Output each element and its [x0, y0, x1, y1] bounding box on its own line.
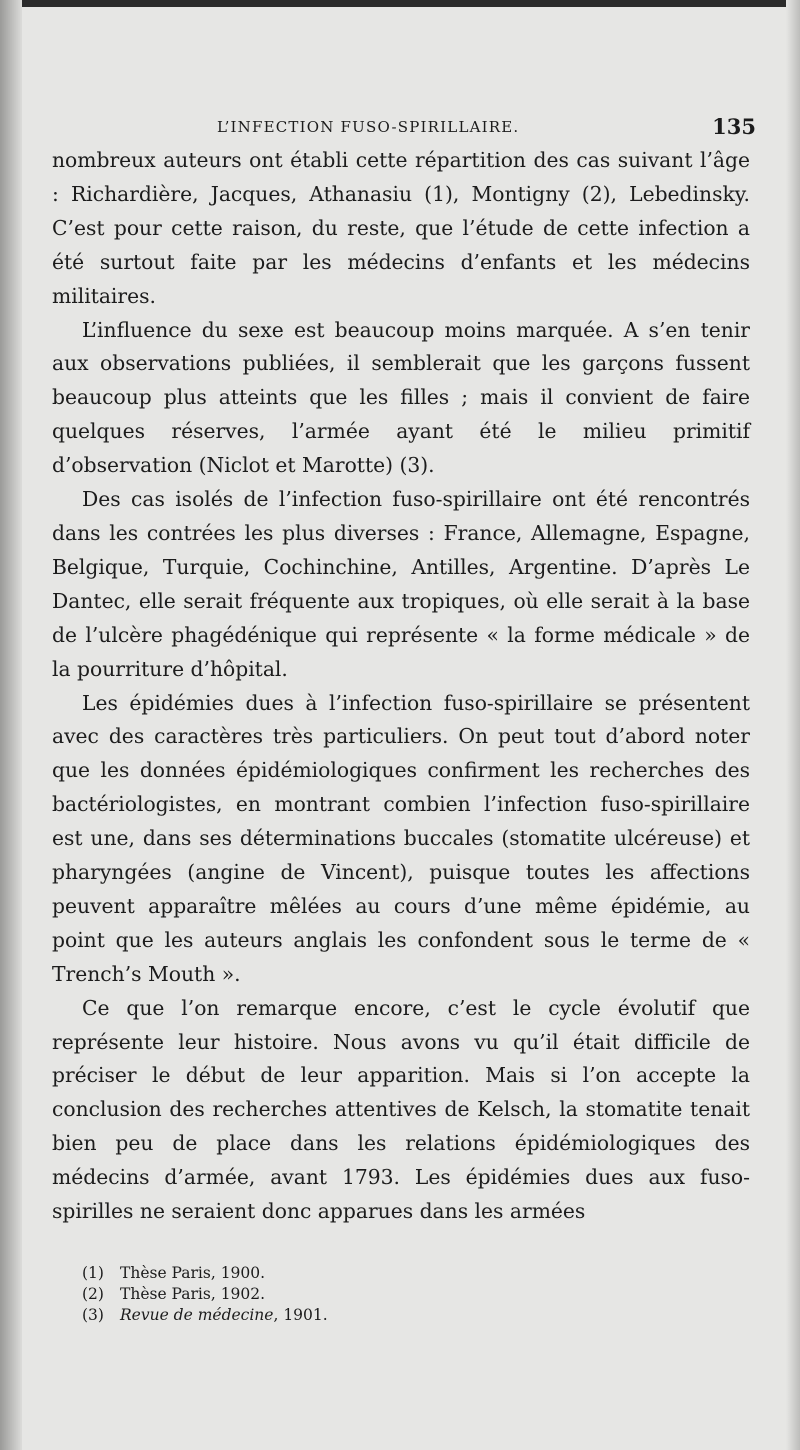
footnote-text: , 1901. [273, 1306, 328, 1324]
running-head: L’INFECTION FUSO-SPIRILLAIRE. [217, 118, 520, 136]
footnote-number: (3) [82, 1306, 104, 1324]
footnote [82, 1284, 750, 1305]
paragraph: Des cas isolés de l’infection fuso-spirillaire ont été rencontrés dans les contrées les plus diverses : France, Allemagne, Espagne, Belgique, Turquie, Cochinchine, Antilles, Argentine. D’après Le Dantec, elle serait fréquente aux tropiques, où elle serait à la base de l’ulcère phagédénique qui représente « la forme médicale » de la pourriture d’hôpital. [52, 487, 750, 681]
page-header [52, 110, 756, 144]
footnote-journal: Revue de médecine [120, 1306, 274, 1324]
footnote-text: Thèse Paris, 1900. [120, 1264, 266, 1282]
book-page [52, 110, 756, 1326]
footnote [82, 1305, 750, 1326]
page-number: 135 [712, 114, 756, 139]
scan-left-edge [0, 0, 22, 1450]
paragraph: nombreux auteurs ont établi cette répartition des cas suivant l’âge : Richardière, Jacques, Athanasiu (1), Montigny (2), Lebedinsky. C’est pour cette raison, du reste, que l’étude de cette infection a été surtout faite par les médecins d’enfants et les médecins militaires. [52, 148, 750, 308]
paragraph: Les épidémies dues à l’infection fuso-spirillaire se présentent avec des caractères très particuliers. On peut tout d’abord noter que les données épidémiologiques confirment les recherches des bactériologistes, en montrant combien l’infection fuso-spirillaire est une, dans ses déterminations buccales (stomatite ulcéreuse) et pharyngées (angine de Vincent), puisque toutes les affections peuvent apparaître mêlées au cours d’une même épidémie, au point que les auteurs anglais les confondent sous le terme de « Trench’s Mouth ». [52, 690, 750, 986]
body-text [52, 144, 750, 1229]
footnote-number: (1) [82, 1264, 104, 1282]
paragraph: L’influence du sexe est beaucoup moins marquée. A s’en tenir aux observations publiées, il semblerait que les garçons fussent beaucoup plus atteints que les filles ; mais il convient de faire quelques réserves, l’armée ayant été le milieu primitif d’observation (Niclot et Marotte) (3). [52, 317, 750, 478]
footnote-number: (2) [82, 1285, 104, 1303]
footnote [82, 1263, 750, 1284]
scan-right-edge [786, 0, 800, 1450]
footnote-text: Thèse Paris, 1902. [120, 1285, 266, 1303]
paragraph: Ce que l’on remarque encore, c’est le cycle évolutif que représente leur histoire. Nous avons vu qu’il était difficile de préciser le début de leur apparition. Mais si l’on accepte la conclusion des recherches attentives de Kelsch, la stomatite tenait bien peu de place dans les relations épidémiologiques des médecins d’armée, avant 1793. Les épidémies dues aux fuso-spirilles ne seraient donc apparues dans les armées [52, 995, 750, 1224]
footnotes [52, 1263, 750, 1326]
scan-top-edge [0, 0, 800, 7]
